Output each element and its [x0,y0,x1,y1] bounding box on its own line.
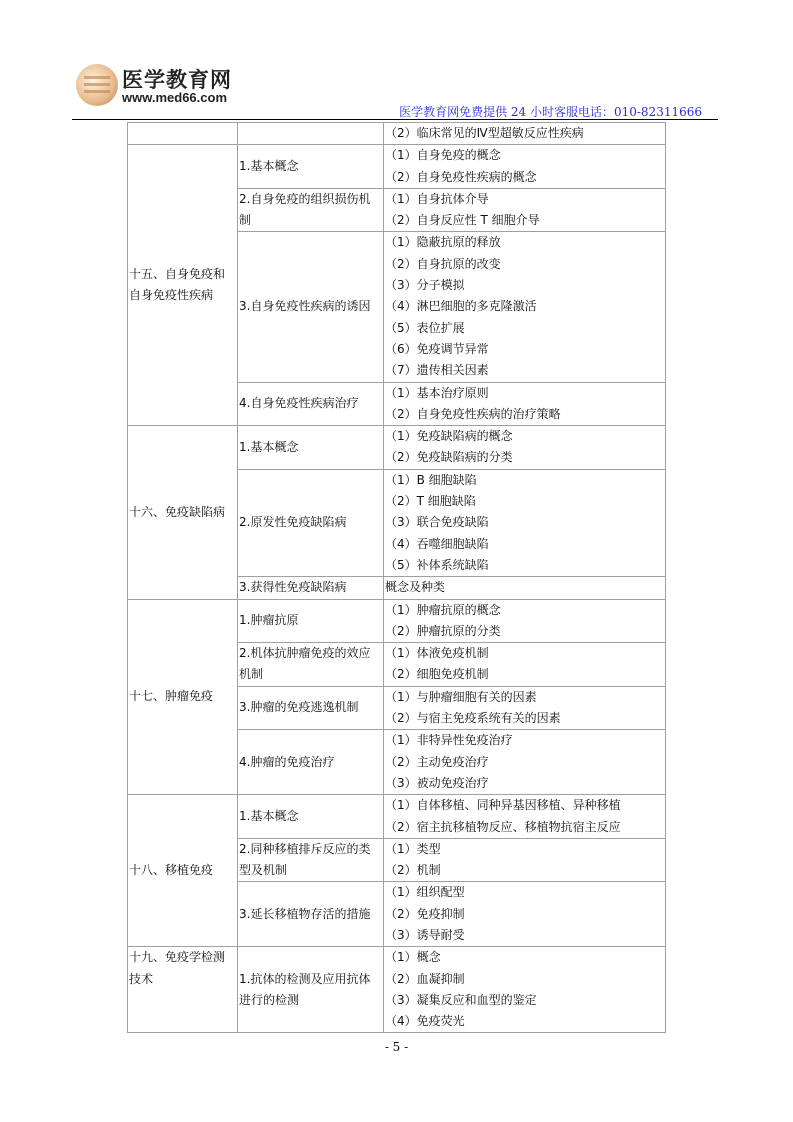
header-divider [72,119,718,120]
item-text: （1）类型 [385,841,441,856]
item-text: （2）细胞免疫机制 [385,667,489,682]
table-row [128,795,666,839]
topic-title: 3.延长移植物存活的措施 [238,882,384,947]
items-cell [384,643,666,687]
items-cell [384,145,666,189]
item-text: （1）自身免疫的概念 [385,148,501,163]
items-cell [384,730,666,795]
item-text: （2）自身免疫性疾病的概念 [385,169,537,184]
section-title: 十五、自身免疫和自身免疫性疾病 [128,145,238,426]
table-row [128,123,666,145]
section-title: 十九、免疫学检测技术 [128,947,238,1033]
table-row [128,599,666,643]
item-text: （4）淋巴细胞的多克隆激活 [385,299,537,314]
items-cell [384,123,666,145]
item-text: （2）机制 [385,863,441,878]
logo-url: www.med66.com [122,90,227,105]
items-cell [384,232,666,382]
items-cell [384,838,666,882]
topic-cell [238,123,384,145]
item-text: （2）宿主抗移植物反应、移植物抗宿主反应 [385,819,621,834]
items-cell [384,795,666,839]
item-text: 概念及种类 [385,580,446,595]
item-text: （4）免疫荧光 [385,1014,465,1029]
item-text: （1）B 细胞缺陷 [385,472,477,487]
item-text: （1）肿瘤抗原的概念 [385,602,501,617]
item-text: （2）临床常见的Ⅳ型超敏反应性疾病 [385,126,584,140]
section-title: 十七、肿瘤免疫 [128,599,238,795]
items-cell [384,882,666,947]
item-text: （2）肿瘤抗原的分类 [385,623,501,638]
topic-title: 3.获得性免疫缺陷病 [238,577,384,599]
item-text: （1）与肿瘤细胞有关的因素 [385,689,537,704]
item-text: （1）自体移植、同种异基因移植、异种移植 [385,798,621,813]
item-text: （1）概念 [385,950,441,965]
table-row [128,426,666,470]
item-text: （4）吞噬细胞缺陷 [385,536,489,551]
item-text: （2）自身反应性 T 细胞介导 [385,213,540,228]
item-text: （6）免疫调节异常 [385,341,489,356]
item-text: （2）免疫缺陷病的分类 [385,450,513,465]
logo-text: 医学教育网 [122,67,232,92]
item-text: （2）血凝抑制 [385,971,465,986]
items-cell [384,686,666,730]
topic-title: 4.自身免疫性疾病治疗 [238,382,384,426]
section-title: 十八、移植免疫 [128,795,238,947]
item-text: （5）表位扩展 [385,320,465,335]
topic-title: 1.肿瘤抗原 [238,599,384,643]
topic-title: 2.原发性免疫缺陷病 [238,469,384,576]
item-text: （1）免疫缺陷病的概念 [385,429,513,444]
item-text: （3）分子模拟 [385,278,465,293]
topic-title: 1.基本概念 [238,145,384,189]
item-text: （3）诱导耐受 [385,927,465,942]
item-text: （1）自身抗体介导 [385,191,489,206]
items-cell [384,469,666,576]
topic-title: 2.自身免疫的组织损伤机制 [238,188,384,232]
items-cell [384,382,666,426]
item-text: （2）T 细胞缺陷 [385,494,476,509]
topic-title: 1.抗体的检测及应用抗体进行的检测 [238,947,384,1033]
item-text: （7）遗传相关因素 [385,363,489,378]
page-number: - 5 - [384,1040,409,1054]
topic-title: 3.自身免疫性疾病的诱因 [238,232,384,382]
item-text: （3）凝集反应和血型的鉴定 [385,992,537,1007]
item-text: （2）与宿主免疫系统有关的因素 [385,711,561,726]
logo-emblem [76,64,118,106]
logo [76,62,256,110]
item-text: （1）非特异性免疫治疗 [385,733,513,748]
table-row [128,145,666,189]
topic-title: 4.肿瘤的免疫治疗 [238,730,384,795]
topic-title: 2.机体抗肿瘤免疫的效应机制 [238,643,384,687]
item-text: （2）主动免疫治疗 [385,754,489,769]
item-text: （5）补体系统缺陷 [385,557,489,572]
item-text: （2）自身免疫性疾病的治疗策略 [385,406,561,421]
item-text: （1）隐蔽抗原的释放 [385,235,501,250]
item-text: （1）基本治疗原则 [385,385,489,400]
item-text: （2）自身抗原的改变 [385,256,501,271]
item-text: （3）被动免疫治疗 [385,775,489,790]
section-title: 十六、免疫缺陷病 [128,426,238,599]
items-cell [384,188,666,232]
items-cell [384,599,666,643]
items-cell [384,947,666,1033]
items-cell [384,426,666,470]
item-text: （1）体液免疫机制 [385,646,489,661]
syllabus-table [127,122,666,1033]
item-text: （1）组织配型 [385,885,465,900]
section-cell [128,123,238,145]
topic-title: 1.基本概念 [238,426,384,470]
items-cell [384,577,666,599]
table-row [128,947,666,1033]
topic-title: 2.同种移植排斥反应的类型及机制 [238,838,384,882]
item-text: （2）免疫抑制 [385,906,465,921]
header-hotline: 医学教育网免费提供 24 小时客服电话：010-82311666 [399,105,702,119]
topic-title: 3.肿瘤的免疫逃逸机制 [238,686,384,730]
item-text: （3）联合免疫缺陷 [385,515,489,530]
topic-title: 1.基本概念 [238,795,384,839]
